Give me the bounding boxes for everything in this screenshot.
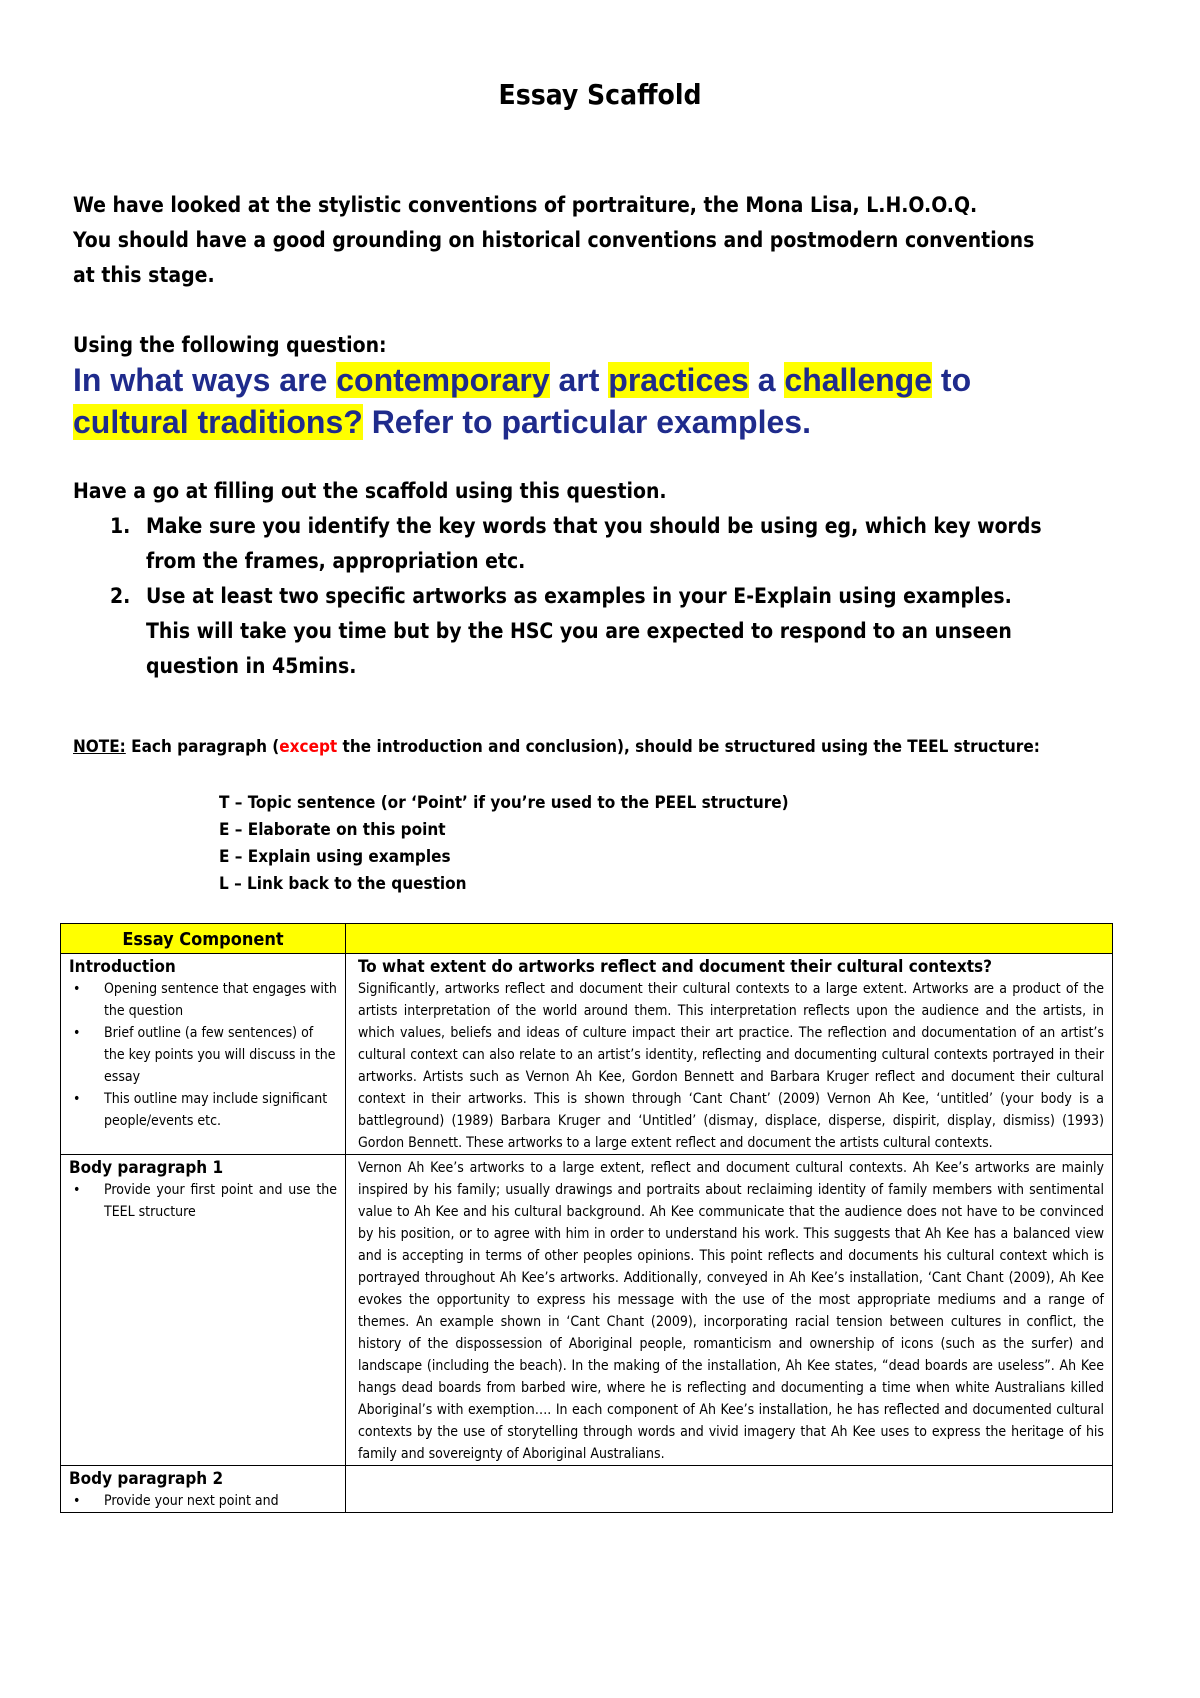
component-title: Body paragraph 1: [69, 1158, 224, 1178]
response-cell: [346, 1155, 1113, 1466]
teel-item-e2: E – Explain using examples: [219, 847, 451, 867]
essay-question-line-1: [73, 362, 971, 399]
teel-note: [73, 737, 1040, 757]
note-emphasis: except: [279, 737, 338, 757]
keyword-highlight: contemporary: [336, 362, 550, 398]
instruction-text: This will take you time but by the HSC you are expected to respond to an unseen: [146, 619, 1012, 643]
response-text: Vernon Ah Kee’s artworks to a large extent, reflect and document cultural contexts. Ah Kee’s artworks are mainly inspired by his family; usually drawings and portraits about reclaiming identity of family members with sentimental value to Ah Kee and his cultural background. Ah Kee communicate that the audience does not have to be convinced by his position, or to agree with him in order to understand his work. This suggests that Ah Kee has a balanced view and is accepting in terms of other peoples opinions. This point reflects and documents his cultural context which is portrayed throughout Ah Kee’s artworks. Additionally, conveyed in Ah Kee’s installation, ‘Cant Chant (2009), Ah Kee evokes the opportunity to express his message with the use of the most appropriate mediums and a range of themes. An example shown in ‘Cant Chant (2009), incorporating racial tension between cultures in conflict, the history of the dispossession of Aboriginal people, romanticism and ownership of icons (such as the surfer) and landscape (including the beach). In the making of the installation, Ah Kee states, “dead boards are useless”. Ah Kee hangs dead boards from barbed wire, where he is reflecting and documenting a time when white Australians killed Aboriginal’s with exemption…. In each component of Ah Kee’s installation, he has reflected and documented cultural contexts by the use of storytelling through words and vivid imagery that Ah Kee uses to express the heritage of his family and sovereignty of Aboriginal Australians.: [358, 1160, 1104, 1462]
component-title: Body paragraph 2: [69, 1469, 224, 1489]
component-bullet: • Opening sentence that engages with the question: [69, 978, 337, 1022]
intro-line-1: We have looked at the stylistic conventions of portraiture, the Mona Lisa, L.H.O.O.Q.: [73, 193, 978, 217]
teel-item-t: T – Topic sentence (or ‘Point’ if you’re used to the PEEL structure): [219, 793, 789, 813]
note-label: NOTE:: [73, 737, 126, 757]
component-bullet: • Brief outline (a few sentences) of the key points you will discuss in the essay: [69, 1022, 337, 1088]
instruction-text: question in 45mins.: [146, 654, 357, 678]
component-cell: [61, 1466, 346, 1513]
question-label: Using the following question:: [73, 333, 387, 357]
response-cell: [346, 954, 1113, 1155]
table-row: [61, 954, 1113, 1155]
instruction-text: Use at least two specific artworks as examples in your E-Explain using examples.: [146, 584, 1012, 608]
header-cell-empty: [346, 924, 1113, 954]
question-text: art: [549, 362, 609, 398]
intro-line-3: at this stage.: [73, 263, 215, 287]
component-bullet: • Provide your next point and: [69, 1490, 337, 1512]
table-row: [61, 1466, 1113, 1513]
essay-question-line-2: [73, 404, 811, 441]
teel-item-e1: E – Elaborate on this point: [219, 820, 446, 840]
keyword-highlight: practices: [608, 362, 749, 398]
question-text: a: [748, 362, 785, 398]
response-cell: [346, 1466, 1113, 1513]
table-header-row: [61, 924, 1113, 954]
essay-scaffold-table: [60, 923, 1113, 1513]
response-text: Significantly, artworks reflect and document their cultural contexts to a large extent. Artworks are a product of the artists interpretation of the world around them. This interpretation reflects upon the audience and the artists, in which values, beliefs and ideas of culture impact their art practice. The reflection and documentation of an artist’s cultural context can also relate to an artist’s identity, reflecting and documenting cultural contexts portrayed in their artworks. Artists such as Vernon Ah Kee, Gordon Bennett and Barbara Kruger reflect and document their cultural context in their artworks. This is shown through ‘Cant Chant’ (2009) Vernon Ah Kee, ‘untitled’ (your body is a battleground) (1989) Barbara Kruger and ‘Untitled’ (dismay, displace, disperse, dispirit, display, dismiss) (1993) Gordon Bennett. These artworks to a large extent reflect and document the artists cultural contexts.: [358, 981, 1104, 1151]
table-row: [61, 1155, 1113, 1466]
component-cell: [61, 1155, 346, 1466]
keyword-highlight: cultural traditions?: [73, 404, 363, 440]
teel-item-l: L – Link back to the question: [219, 874, 467, 894]
component-cell: [61, 954, 346, 1155]
component-bullet: • Provide your first point and use the TEEL structure: [69, 1179, 337, 1223]
component-bullet: • This outline may include significant people/events etc.: [69, 1088, 337, 1132]
component-title: Introduction: [69, 957, 176, 977]
note-text: the introduction and conclusion), should be structured using the TEEL structure:: [337, 737, 1040, 757]
intro-line-2: You should have a good grounding on historical conventions and postmodern conventions: [73, 228, 1035, 252]
instruction-text: from the frames, appropriation etc.: [146, 549, 526, 573]
question-text: Refer to particular examples.: [362, 404, 811, 440]
list-number: 2.: [110, 584, 131, 608]
page-title: Essay Scaffold: [498, 78, 702, 111]
instruction-text: Make sure you identify the key words that you should be using eg, which key words: [146, 514, 1042, 538]
header-cell: [61, 924, 346, 954]
keyword-highlight: challenge: [784, 362, 933, 398]
response-heading: To what extent do artworks reflect and document their cultural contexts?: [358, 957, 993, 977]
note-text: Each paragraph (: [125, 737, 280, 757]
instructions-lead: Have a go at filling out the scaffold using this question.: [73, 479, 667, 503]
list-number: 1.: [110, 514, 131, 538]
question-text: In what ways are: [73, 362, 337, 398]
question-text: to: [932, 362, 972, 398]
header-label: Essay Component: [122, 929, 284, 950]
